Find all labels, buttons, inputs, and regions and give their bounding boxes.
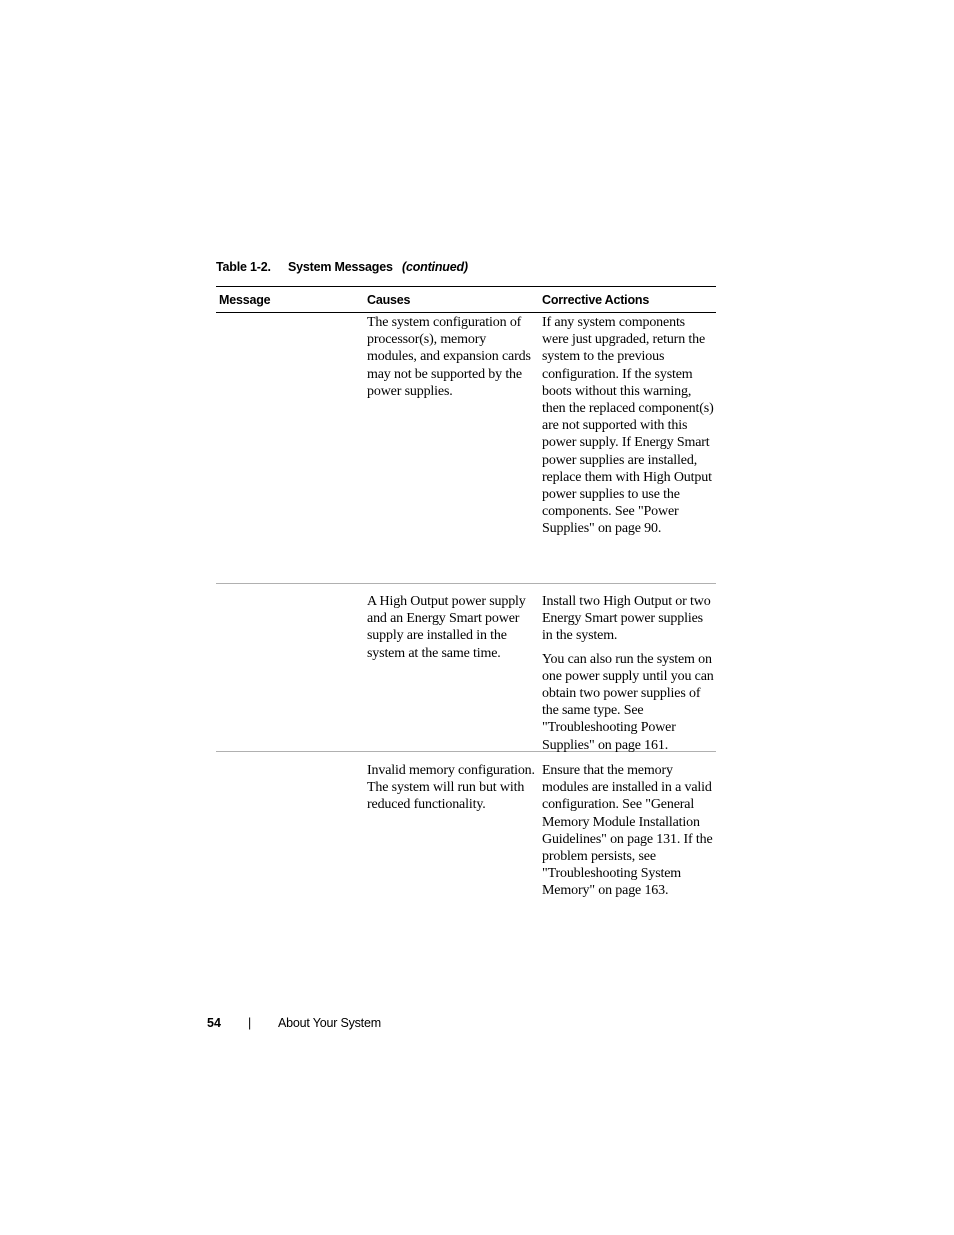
table-continued-label: (continued) xyxy=(402,260,468,274)
system-messages-table xyxy=(216,286,716,922)
header-message: Message xyxy=(219,292,271,307)
page-number: 54 xyxy=(207,1016,221,1030)
actions-cell xyxy=(542,592,716,751)
header-causes: Causes xyxy=(367,292,411,307)
table-number: Table 1-2. xyxy=(216,260,271,274)
table-title: System Messages xyxy=(288,260,393,274)
message-cell xyxy=(216,761,367,922)
table-row xyxy=(216,752,716,922)
table-caption xyxy=(216,260,468,274)
causes-cell: The system configuration of processor(s), memory modules, and expansion cards may not be supported by the power supplies. xyxy=(367,315,531,399)
header-corrective-actions: Corrective Actions xyxy=(542,292,650,307)
action-paragraph: Install two High Output or two Energy Smart power supplies in the system. xyxy=(542,594,711,644)
message-cell xyxy=(216,592,367,751)
causes-cell: Invalid memory configuration. The system will run but with reduced functionality. xyxy=(367,763,535,813)
action-paragraph: You can also run the system on one power supply until you can obtain two power supplies of the same type. See "Troubleshooting Power Supplies" on page 161. xyxy=(542,651,714,753)
actions-cell xyxy=(542,313,716,583)
table-header-row xyxy=(216,286,716,313)
action-paragraph: Ensure that the memory modules are installed in a valid configuration. See "General Memory Module Installation Guidelines" on page 131. If the problem persists, see "Troubleshooting System Memory" on page 163. xyxy=(542,763,713,899)
table-row xyxy=(216,584,716,752)
action-paragraph: If any system components were just upgraded, return the system to the previous configuration. If the system boots without this warning, then the replaced component(s) are not supported with this power supply. If Energy Smart power supplies are installed, replace them with High Output power supplies to use the components. See "Power Supplies" on page 90. xyxy=(542,315,714,537)
message-cell xyxy=(216,313,367,583)
causes-cell: A High Output power supply and an Energy Smart power supply are installed in the system at the same time. xyxy=(367,594,526,661)
actions-cell xyxy=(542,761,716,922)
section-title: About Your System xyxy=(278,1016,381,1030)
table-row xyxy=(216,313,716,584)
footer-separator: | xyxy=(248,1016,252,1030)
